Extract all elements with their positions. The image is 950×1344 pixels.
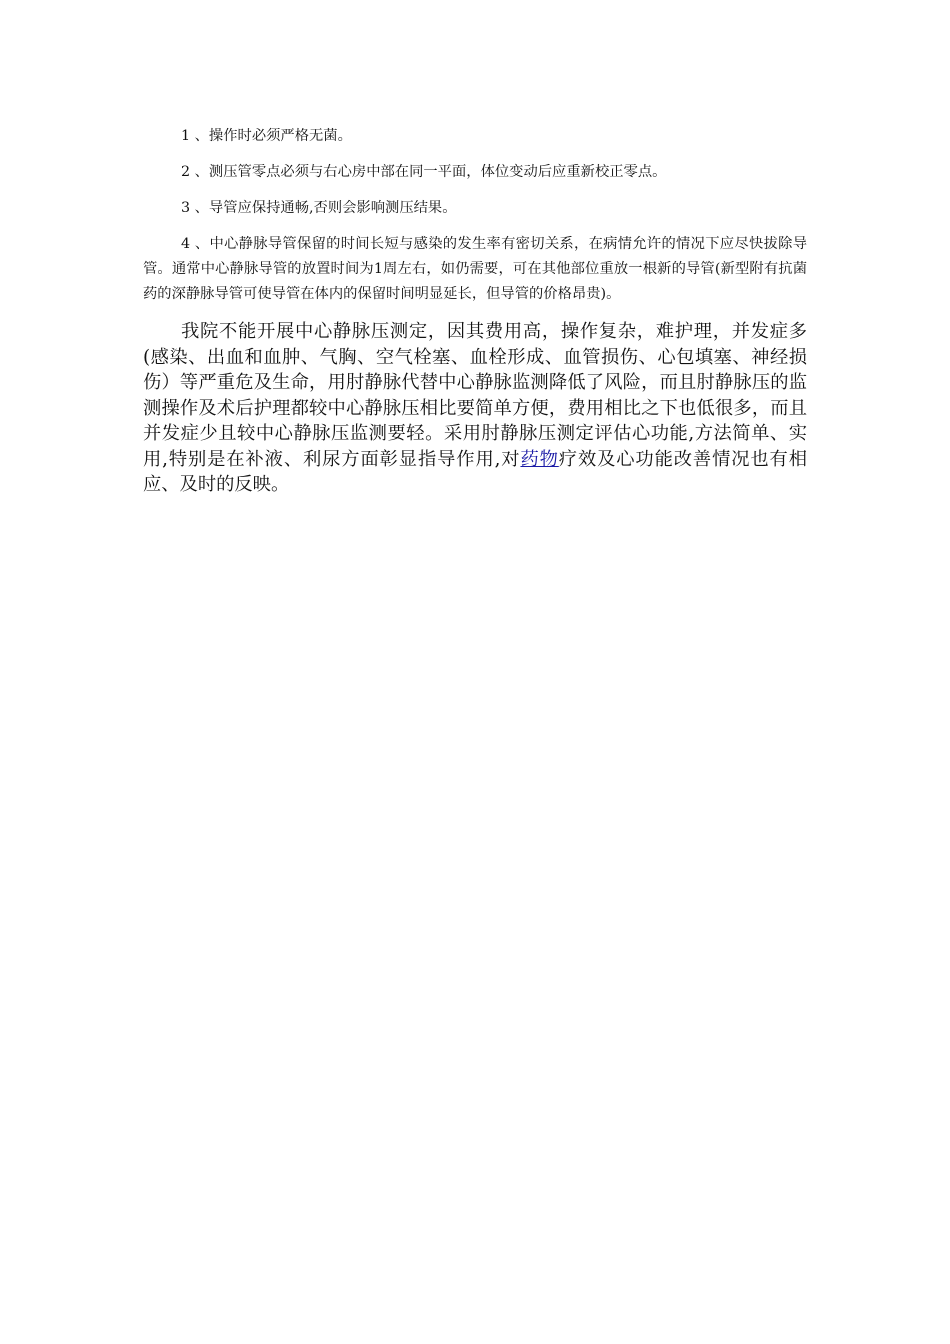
body-text-before-link: 我院不能开展中心静脉压测定，因其费用高，操作复杂，难护理，并发症多(感染、出血和血肿、气胸、空气栓塞、血栓形成、血管损伤、心包填塞、神经损伤）等严重危及生命，用肘静脉代替中心静脉监测降低了风险，而且肘静脉压的监测操作及术后护理都较中心静脉压相比要简单方便，费用相比之下也低很多，而且并发症少且较中心静脉压监测要轻。采用肘静脉压测定评估心功能,方法简单、实用,特别是在补液、利尿方面彰显指导作用,对 [143, 321, 807, 470]
note-item-4: 4 、中心静脉导管保留的时间长短与感染的发生率有密切关系，在病情允许的情况下应尽快拔除导管。通常中心静脉导管的放置时间为1周左右，如仍需要，可在其他部位重放一根新的导管(新型附有抗菌药的深静脉导管可使导管在体内的保留时间明显延长，但导管的价格昂贵)。 [143, 236, 807, 302]
body-text-after-link: 疗效及心功能改善情况也有相应、及时的反映。 [143, 448, 808, 495]
drug-link[interactable]: 药物 [520, 448, 559, 470]
body-paragraph [143, 319, 807, 498]
document-content [143, 124, 807, 498]
note-item-3: 3 、导管应保持通畅,否则会影响测压结果。 [181, 200, 457, 216]
note-item-2: 2 、测压管零点必须与右心房中部在同一平面，体位变动后应重新校正零点。 [181, 164, 667, 180]
note-item-1: 1 、操作时必须严格无菌。 [181, 128, 352, 144]
